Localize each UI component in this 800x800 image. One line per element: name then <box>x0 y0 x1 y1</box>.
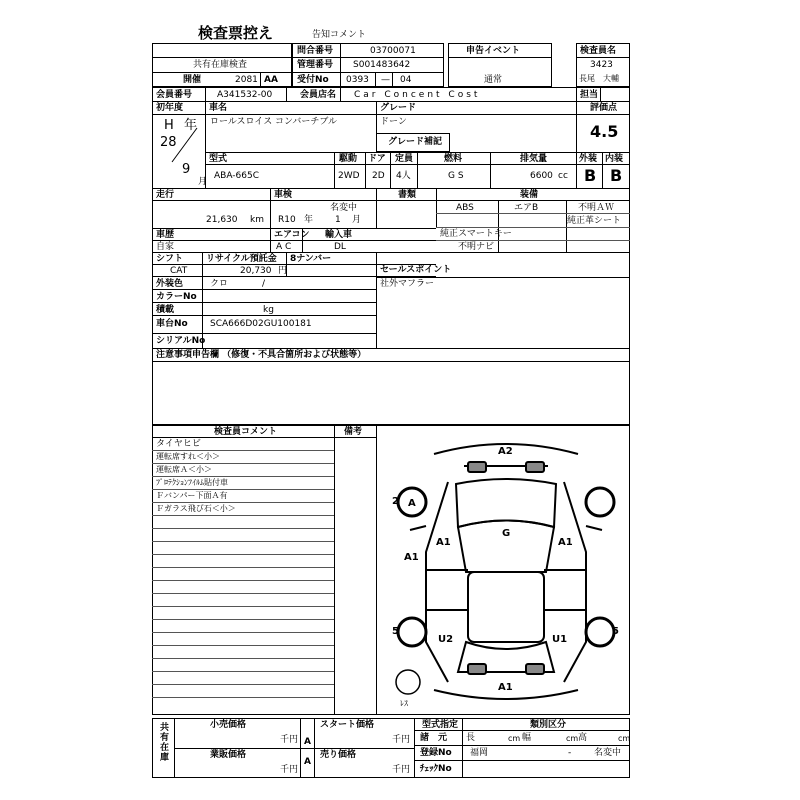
door-value: 2D <box>372 171 385 181</box>
serial-label: シリアルNo <box>156 336 206 346</box>
docs-value: 名変中 <box>330 203 358 213</box>
business-price-unit: 千円 <box>280 765 299 775</box>
a-mark-lower: A <box>304 757 311 767</box>
inspection-month-mark: 月 <box>352 215 362 225</box>
interior-grade: B <box>610 166 623 185</box>
retail-price-unit: 千円 <box>280 735 299 745</box>
start-price-label: スタート価格 <box>320 720 375 730</box>
reg-no-label: 登録No <box>420 748 452 758</box>
diagram-mark: A2 <box>498 446 513 457</box>
diagram-mark: A1 <box>558 537 573 548</box>
reg-no-value: 福岡 <box>470 748 489 758</box>
spec-label: 諸 元 <box>420 733 448 743</box>
diagram-mark: 2 <box>392 496 399 507</box>
a-mark-upper: A <box>304 737 311 747</box>
comment-line: ﾌﾟﾛﾃｸｼｮﾝﾌｲﾙﾑ貼付車 <box>156 478 228 487</box>
grade-label: グレード <box>380 103 417 113</box>
grade-value: ドーン <box>380 117 407 127</box>
chassis-label: 車台No <box>156 319 188 329</box>
diagram-mark: A1 <box>404 552 419 563</box>
venue-label: 開催 <box>183 75 202 85</box>
rear-right-lamp <box>526 664 544 674</box>
capacity-value: 4人 <box>396 171 411 181</box>
model-spec-label: 型式指定 <box>422 720 459 730</box>
diagram-mark: U2 <box>438 634 454 645</box>
first-reg-label: 初年度 <box>156 103 184 113</box>
ac-label: エアコン <box>274 230 310 240</box>
front-right-wheel <box>586 488 614 516</box>
venue-code: AA <box>264 75 278 85</box>
member-no-label: 会員番号 <box>156 90 193 100</box>
body-color-label: 外装色 <box>156 279 184 289</box>
inspector-label: 検査員名 <box>580 46 617 56</box>
recycle-label: リサイクル預託金 <box>206 254 277 264</box>
store-label: 会員店名 <box>300 90 337 100</box>
length-label: 長 <box>466 733 476 743</box>
charge-label: 担当 <box>580 90 599 100</box>
front-left-lamp <box>468 462 486 472</box>
grade-sub-label: グレード補記 <box>388 137 443 147</box>
reception-suffix: 04 <box>400 75 412 85</box>
inspection-era: R10 <box>278 215 296 225</box>
ac-value: A C <box>276 242 292 252</box>
rear-left-lamp <box>468 664 486 674</box>
business-price-label: 業販価格 <box>210 750 247 760</box>
displacement-unit: cc <box>558 171 568 181</box>
event-label: 申告イベント <box>466 46 521 56</box>
mgmt-no: S001483642 <box>353 60 411 70</box>
comment-line: Ｆガラス飛び石＜小＞ <box>156 504 236 513</box>
exterior-grade: B <box>584 166 597 185</box>
reg-status: 名変中 <box>594 748 622 758</box>
import-value: DL <box>334 242 346 252</box>
mileage-unit: km <box>250 215 264 225</box>
first-reg-month: 9 <box>182 162 191 177</box>
inspection-label: 車検 <box>274 190 293 200</box>
rear-right-wheel <box>586 618 614 646</box>
recycle-unit: 円 <box>278 266 288 276</box>
sell-price-label: 売り価格 <box>320 750 357 760</box>
capacity-label: 定員 <box>395 154 414 164</box>
diagram-mark: 5 <box>612 626 619 637</box>
diagram-mark: G <box>502 528 511 539</box>
car-damage-diagram <box>386 432 626 712</box>
load-unit: kg <box>263 305 274 315</box>
chassis-value: SCA666D02GU100181 <box>210 319 312 329</box>
remarks-label: 備考 <box>344 427 363 437</box>
model-label: 型式 <box>209 154 228 164</box>
left-body-outline <box>426 482 448 682</box>
spare-label: ﾚｽ <box>400 699 408 708</box>
sales-point-label: セールスポイント <box>380 265 452 275</box>
rear-left-wheel <box>398 618 426 646</box>
diagram-mark: 5 <box>392 626 399 637</box>
equip-smartkey: 純正スマートキー <box>440 229 512 239</box>
inquiry-no: 03700071 <box>370 46 416 56</box>
sell-price-unit: 千円 <box>392 765 411 775</box>
diagram-mark: A1 <box>436 537 451 548</box>
equip-navi: 不明ナビ <box>458 242 495 252</box>
import-label: 輸入車 <box>325 230 353 240</box>
shared-stock-label: 共有在庫検査 <box>193 60 248 70</box>
equip-leather: 純正革シート <box>567 216 622 226</box>
event-value: 通常 <box>484 75 503 85</box>
car-name-label: 車名 <box>209 103 228 113</box>
cabin-outline <box>468 572 544 642</box>
score-label: 評価点 <box>590 103 618 113</box>
docs-label: 書類 <box>398 190 417 200</box>
notice-label: 告知コメント <box>312 30 367 40</box>
drive-label: 駆動 <box>339 154 358 164</box>
first-reg-era: H <box>164 118 174 133</box>
inspector-name: 長尾 大輔 <box>579 74 619 83</box>
shift-value: CAT <box>170 266 188 276</box>
check-no-label: ﾁｪｯｸNo <box>420 764 452 774</box>
history-label: 車歴 <box>156 230 175 240</box>
reception-label: 受付No <box>297 75 329 85</box>
inquiry-no-label: 問合番号 <box>297 46 334 56</box>
score-value: 4.5 <box>590 122 619 141</box>
notes-label: 注意事項申告欄 （修復・不具合箇所および状態等） <box>156 350 367 360</box>
body-color-value: クロ <box>210 279 229 289</box>
reception-dash: — <box>381 75 390 85</box>
height-unit: cm <box>618 734 631 743</box>
length-unit: cm <box>508 734 521 743</box>
comment-line: 運転席すれ＜小＞ <box>156 452 220 461</box>
load-label: 積載 <box>156 305 175 315</box>
equipment-label: 装備 <box>520 190 539 200</box>
displacement-value: 6600 <box>530 171 553 181</box>
mileage-label: 走行 <box>156 190 175 200</box>
diagram-mark: A <box>408 498 416 509</box>
inspection-year-mark: 年 <box>304 215 314 225</box>
store-value: Car Concent Cost <box>354 90 481 100</box>
height-label: 高 <box>578 733 588 743</box>
comment-line: タイヤヒビ <box>156 439 201 449</box>
spare-tire-icon <box>396 670 420 694</box>
diagram-mark: A1 <box>498 682 513 693</box>
equip-aw: 不明ＡＷ <box>578 203 615 213</box>
member-no: A341532-00 <box>217 90 273 100</box>
recycle-value: 20,730 <box>240 266 272 276</box>
fuel-label: 燃料 <box>444 154 463 164</box>
comment-line: Ｆバンパー下面Ａ有 <box>156 491 228 500</box>
mgmt-no-label: 管理番号 <box>297 60 334 70</box>
displacement-label: 排気量 <box>520 154 548 164</box>
drive-value: 2WD <box>338 171 360 181</box>
car-name: ロールスロイス コンバーチブル <box>210 117 338 127</box>
sales-point-value: 社外マフラー <box>380 279 435 289</box>
number8-label: 8ナンバー <box>290 254 332 264</box>
right-body-outline <box>564 482 586 682</box>
first-reg-year-mark: 年 <box>184 118 198 133</box>
exterior-label: 外装 <box>579 154 598 164</box>
front-right-lamp <box>526 462 544 472</box>
mileage-value: 21,630 <box>206 215 238 225</box>
body-color-slash: / <box>262 279 266 289</box>
reception-no: 0393 <box>346 75 369 85</box>
first-reg-month-mark: 月 <box>198 177 208 187</box>
door-label: ドア <box>368 154 386 164</box>
class-label: 類別区分 <box>530 720 567 730</box>
width-unit: cm <box>566 734 579 743</box>
sheet-title: 検査票控え <box>198 24 274 42</box>
start-price-unit: 千円 <box>392 735 411 745</box>
first-reg-year: 28 <box>160 135 177 150</box>
inspection-month: 1 <box>335 215 341 225</box>
equip-abs: ABS <box>456 203 474 213</box>
inspection-sheet <box>90 0 710 800</box>
equip-airbag: エアB <box>514 203 539 213</box>
inspector-comments-label: 検査員コメント <box>214 427 278 437</box>
color-no-label: カラーNo <box>156 292 197 302</box>
comment-line: 運転席Ａ＜小＞ <box>156 465 212 474</box>
retail-price-label: 小売価格 <box>210 720 247 730</box>
width-label: 幅 <box>522 733 532 743</box>
diagram-mark: U1 <box>552 634 568 645</box>
interior-label: 内装 <box>605 154 624 164</box>
venue-no: 2081 <box>235 75 258 85</box>
reg-no-dash: - <box>568 748 572 758</box>
fuel-value: G S <box>448 171 464 181</box>
inspector-id: 3423 <box>590 60 613 70</box>
shared-stock-vertical-label: 共有在庫 <box>158 722 168 762</box>
model-value: ABA-665C <box>214 171 259 181</box>
shift-label: シフト <box>156 254 184 264</box>
history-value: 自家 <box>156 242 175 252</box>
